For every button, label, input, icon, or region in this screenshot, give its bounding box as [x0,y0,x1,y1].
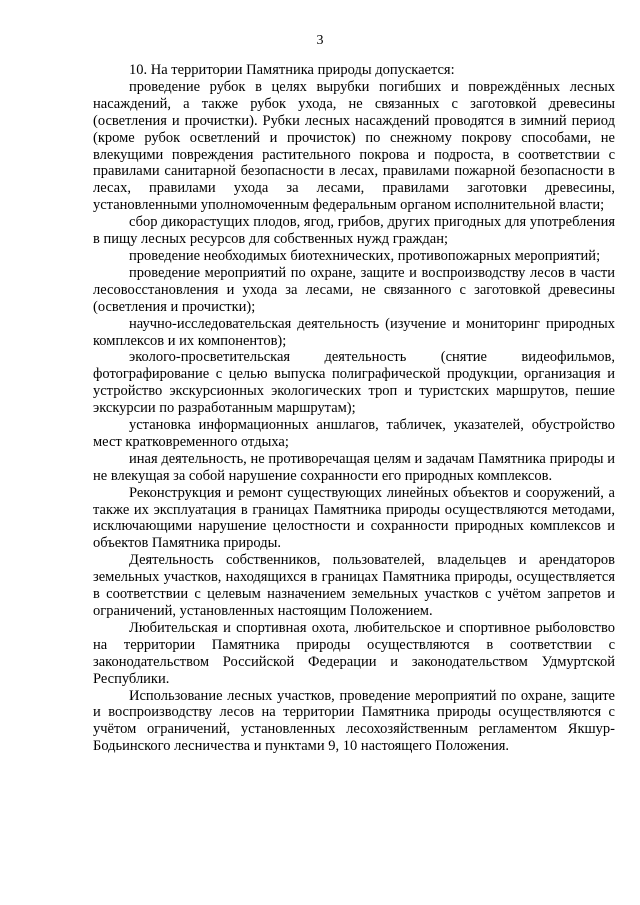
paragraph-biotechnical-measures: проведение необходимых биотехнических, противопожарных мероприятий; [129,247,601,264]
page-number: 3 [316,33,324,48]
paragraph-hunting-fishing: Любительская и спортивная охота, любительское и спортивное рыболовство на территории Памятника природы осуществляются в соответствии с законодательством Российской Федерации и законодательством Удмуртской Республики. [93,619,615,687]
paragraph-research: научно-исследовательская деятельность (изучение и мониторинг природных комплексов и их компонентов); [93,315,615,349]
paragraph-linear-objects: Реконструкция и ремонт существующих линейных объектов и сооружений, а также их эксплуатация в границах Памятника природы осуществляются методами, исключающими нарушение целостности и сохранности природных комплексов и объектов Памятника природы. [93,484,615,552]
paragraph-eco-education: эколого-просветительская деятельность (снятие видеофильмов, фотографирование с целью выпуска полиграфической продукции, организация и устройство экскурсионных экологических троп и туристских маршрутов, пешие экскурсии по разработанным маршрутам); [93,349,615,417]
paragraph-signage: установка информационных аншлагов, табличек, указателей, обустройство мест кратковременного отдыха; [93,417,615,450]
paragraph-wild-harvest: сбор дикорастущих плодов, ягод, грибов, других пригодных для употребления в пищу лесных ресурсов для собственных нужд граждан; [93,214,615,248]
paragraph-forest-use: Использование лесных участков, проведение мероприятий по охране, защите и воспроизводству лесов на территории Памятника природы осуществляются с учётом ограничений, установленных лесохозяйственным регламентом Якшур-Бодьинского лесничества и пунктами 9, 10 настоящего Положения. [93,687,615,755]
paragraph-logging: проведение рубок в целях вырубки погибших и повреждённых лесных насаждений, а также рубок ухода, не связанных с заготовкой древесины (осветления и прочистки). Рубки лесных насаждений проводятся в зимний период (кроме рубок осветлений и прочисток) по снежному покрову способами, не влекущими повреждения растительного покрова и подроста, в соответствии с правилами санитарной безопасности в лесах, правилами пожарной безопасности в лесах, правилами ухода за лесами, правилами заготовки древесины, установленными уполномоченным федеральным органом исполнительной власти; [93,78,615,214]
paragraph-land-owners: Деятельность собственников, пользователей, владельцев и арендаторов земельных участков, находящихся в границах Памятника природы, осуществляется в соответствии с целевым назначением земельных участков с учётом запретов и ограничений, установленных настоящим Положением. [93,552,615,619]
paragraph-forest-protection: проведение мероприятий по охране, защите и воспроизводству лесов в части лесовосстановления и ухода за лесами, не связанного с заготовкой древесины (осветления и прочистки); [93,264,615,315]
document-body [93,62,615,755]
section-heading-item-10: 10. На территории Памятника природы допускается: [129,62,455,78]
paragraph-other-activity: иная деятельность, не противоречащая целям и задачам Памятника природы и не влекущая за собой нарушение сохранности его природных комплексов. [93,450,615,484]
